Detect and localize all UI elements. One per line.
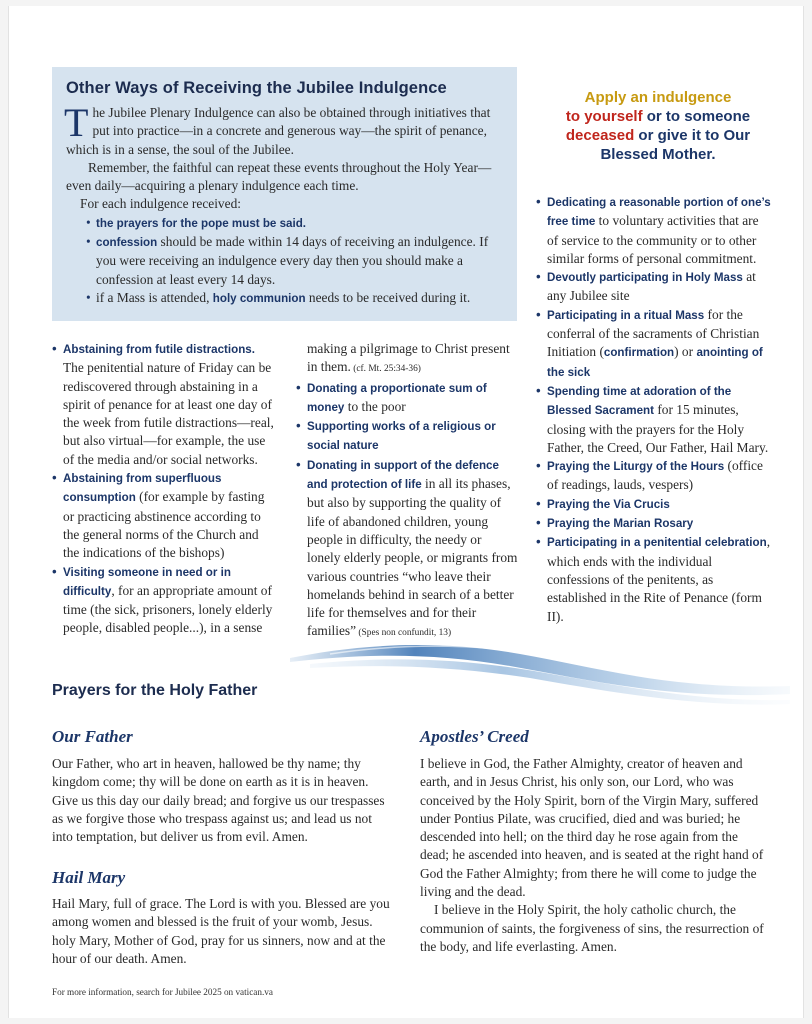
list-item-continuation: [296, 340, 518, 379]
list-item-bold: Praying the Marian Rosary: [547, 517, 694, 531]
list-item: [296, 379, 518, 418]
list-item: [536, 306, 772, 382]
apostles-creed-title: Apostles’ Creed: [420, 727, 529, 746]
list-item-bold: Donating a proportionate sum of money: [307, 381, 487, 414]
list-item: [86, 233, 503, 289]
promo-part-5: or give it to Our Blessed Mother.: [600, 127, 751, 163]
list-item: [86, 289, 503, 308]
list-item-bold: Praying the Via Crucis: [547, 497, 670, 511]
indulgence-promo-headline: [540, 88, 776, 164]
list-item-text: , for an appropriate amount of time (the sick, prisoners, lonely elderly people, disabled people...), in a sense: [63, 582, 273, 636]
list-item-bold: confession: [96, 236, 158, 250]
list-item-bold: Supporting works of a religious or social nature: [307, 420, 496, 453]
list-item: [86, 214, 503, 233]
box-paragraph-1-text: he Jubilee Plenary Indulgence can also be obtained through initiatives that put into practice—in a concrete and generous way—the spirit of penance, which is in a sense, the soul of the Jubilee.: [66, 105, 491, 157]
list-item-bold: the prayers for the pope must be said.: [96, 216, 307, 230]
list-item: [296, 417, 518, 456]
list-item-pre: if a Mass is attended,: [96, 289, 213, 305]
page-left-edge: [8, 6, 9, 1018]
list-item-text: The penitential nature of Friday can be rediscovered through abstaining in a spirit of penance for at least one day of the week from futile distractions—real, but also virtual—for example, the use of the media and/or social networks.: [63, 360, 274, 467]
box-paragraph-3: For each indulgence received:: [80, 196, 241, 212]
hail-mary-title: Hail Mary: [52, 868, 126, 887]
list-item-text: in all its phases, but also by supporting the quality of life of abandoned children, young people in difficulty, the needy or lonely elderly people, or migrants from various countries “who leave their homelands behind in search of a better life for themselves and for their families”: [307, 476, 518, 639]
hail-mary-text: Hail Mary, full of grace. The Lord is with you. Blessed are you among women and blessed is the fruit of your womb, Jesus. holy Mary, Mother of God, pray for us sinners, now and at the hour of our death. Amen.: [52, 896, 390, 966]
page-right-edge: [803, 6, 804, 1018]
our-father-title: Our Father: [52, 727, 133, 746]
list-item-bold: holy communion: [212, 291, 306, 305]
box-paragraph-2: Remember, the faithful can repeat these events throughout the Holy Year—even daily—acquiring a plenary indulgence each time.: [66, 159, 492, 194]
initiatives-column-3: [536, 193, 772, 626]
list-item-bold: Spending time at adoration of the Blessed Sacrament: [547, 384, 732, 418]
list-item-text: at any Jubilee site: [547, 269, 756, 304]
list-item-text: needs to be received during it.: [305, 289, 471, 305]
list-item-bold: Praying the Liturgy of the Hours: [547, 460, 725, 474]
creed-paragraph-2: I believe in the Holy Spirit, the holy catholic church, the communion of saints, the forgiveness of sins, the resurrection of the body, and life everlasting. Amen.: [420, 902, 764, 954]
list-item-bold: Visiting someone in need or in difficulty: [63, 565, 231, 598]
list-item: [536, 533, 772, 625]
citation: (Spes non confundit, 13): [356, 628, 452, 639]
promo-part-3: or to someone: [642, 108, 751, 125]
list-item: [536, 495, 772, 514]
list-item: [536, 514, 772, 533]
list-item: [296, 456, 518, 643]
drop-cap: T: [64, 100, 89, 145]
decorative-swoosh: [290, 628, 790, 708]
list-item: [536, 382, 772, 457]
list-item-text: for 15 minutes, closing with the prayers for the Holy Father, the Creed, Our Father, Hail Mary.: [547, 402, 769, 455]
list-item-text: (office of readings, lauds, vespers): [547, 458, 763, 493]
list-item: [536, 457, 772, 495]
prayers-heading: Prayers for the Holy Father: [52, 682, 258, 699]
list-item-text: to the poor: [344, 398, 406, 414]
list-item-text: to voluntary activities that are of service to the community or to other similar forms of personal commitment.: [547, 213, 759, 266]
list-item-text: (for example by fasting or practicing abstinence according to the general norms of the Church and the indications of the bishops): [63, 489, 265, 561]
list-item: [52, 340, 278, 469]
list-item-bold: Participating in a penitential celebration: [547, 536, 767, 550]
citation: (cf. Mt. 25:34-36): [350, 364, 421, 375]
promo-part-2: to yourself: [565, 108, 643, 125]
list-item-text: should be made within 14 days of receiving an indulgence. If you were receiving an indulgence every day then you should make a confession at least every 14 days.: [96, 234, 489, 287]
our-father-text: Our Father, who art in heaven, hallowed be thy name; thy kingdom come; thy will be done on earth as it is in heaven. Give us this day our daily bread; and forgive us our trespasses as we forgive those who trespass against us; and lead us not into temptation, but deliver us from evil. Amen.: [52, 756, 385, 845]
list-item: [536, 268, 772, 306]
list-item-bold: Participating in a ritual Mass: [547, 308, 705, 322]
promo-part-4: deceased: [565, 127, 635, 144]
list-item-text: for the conferral of the sacraments of Christian Initiation (: [547, 306, 760, 360]
list-item-text: making a pilgrimage to Christ present in them.: [307, 341, 510, 375]
promo-part-1: Apply an indulgence: [584, 89, 732, 106]
list-item-bold: Dedicating a reasonable portion of one’s free time: [547, 196, 771, 229]
jubilee-indulgence-box: [52, 67, 517, 321]
apostles-creed-text: [420, 755, 766, 956]
list-item-bold: Abstaining from futile distractions.: [63, 343, 255, 356]
list-item: [536, 193, 772, 268]
box-requirements-list: [66, 214, 503, 308]
list-item: [52, 469, 278, 562]
list-item-text: , which ends with the individual confessions of the penitents, as established in the Rite of Penance (form II).: [547, 534, 771, 624]
creed-paragraph-1: I believe in God, the Father Almighty, creator of heaven and earth, and in Jesus Christ, his only son, our Lord, who was conceived by the Holy Spirit, born of the Virgin Mary, suffered under Pontius Pilate, was crucified, died and was buried; he descended into hell; on the third day he rose again from the dead; he ascended into heaven, and is seated at the right hand of God the Father Almighty; from there he will come to judge the living and the dead.: [420, 756, 764, 900]
box-title: Other Ways of Receiving the Jubilee Indulgence: [66, 79, 447, 97]
box-paragraph-1: [64, 100, 503, 159]
list-item-bold: confirmation: [603, 346, 675, 360]
list-item-bold: anointing of the sick: [547, 346, 763, 379]
list-item-bold: Devoutly participating in Holy Mass: [547, 271, 743, 285]
list-item-text: ) or: [674, 344, 697, 360]
list-item-bold: Abstaining from superfluous consumption: [63, 472, 222, 505]
initiatives-column-2: [296, 340, 518, 643]
initiatives-column-1: [52, 340, 278, 638]
list-item: [52, 563, 278, 638]
footer-note: For more information, search for Jubilee 2025 on vatican.va: [52, 987, 273, 997]
list-item-bold: Donating in support of the defence and protection of life: [307, 458, 499, 492]
